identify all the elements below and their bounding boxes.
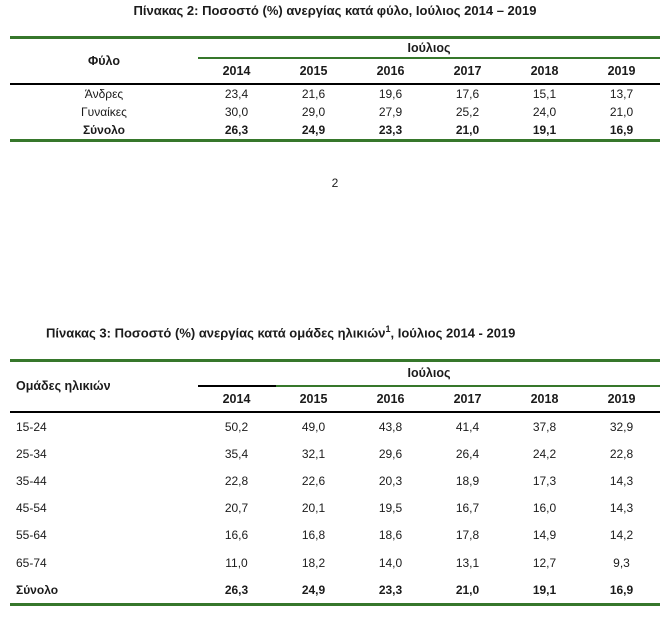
table-body	[10, 85, 660, 139]
value-cell: 9,3	[613, 555, 630, 570]
value-cell: 21,0	[609, 105, 634, 120]
value-cell: 16,9	[609, 122, 634, 137]
value-cell: 13,7	[609, 87, 634, 102]
value-cell: 26,3	[224, 122, 249, 137]
value-cell: 11,0	[225, 555, 248, 570]
value-cell: 49,0	[301, 420, 326, 435]
value-cell: 15,1	[532, 87, 557, 102]
year-header: 2016	[376, 63, 405, 78]
table3-title-main: Πίνακας 3: Ποσοστό (%) ανεργίας κατά ομάδες ηλικιών	[46, 325, 386, 341]
value-cell: 14,0	[378, 555, 403, 570]
value-cell: 50,2	[224, 420, 249, 435]
value-cell: 26,4	[455, 447, 480, 462]
year-header: 2019	[607, 391, 636, 406]
value-cell: 18,6	[378, 528, 403, 543]
gender-column-header: Φύλο	[88, 53, 120, 68]
value-cell: 13,1	[455, 555, 480, 570]
row-label: 15-24	[16, 420, 47, 435]
value-cell: 16,6	[224, 528, 249, 543]
table3-title	[46, 324, 515, 340]
page-number: 2	[331, 176, 339, 190]
value-cell: 19,6	[378, 87, 403, 102]
row-label: Σύνολο	[16, 582, 59, 597]
value-cell: 19,1	[532, 122, 557, 137]
year-header: 2015	[299, 63, 328, 78]
row-label: Γυναίκες	[81, 105, 127, 120]
value-cell: 14,3	[609, 474, 634, 489]
year-header: 2017	[453, 63, 482, 78]
value-cell: 12,7	[532, 555, 557, 570]
table3-title-suffix: , Ιούλιος 2014 - 2019	[390, 325, 516, 341]
value-cell: 30,0	[224, 105, 249, 120]
row-label: Άνδρες	[84, 87, 124, 102]
table-header	[10, 39, 660, 85]
row-label: 45-54	[16, 501, 47, 516]
value-cell: 22,6	[301, 474, 326, 489]
year-header: 2018	[530, 391, 559, 406]
value-cell: 16,8	[301, 528, 326, 543]
value-cell: 26,3	[224, 582, 249, 597]
year-header: 2018	[530, 63, 559, 78]
year-header-row	[198, 387, 660, 411]
value-cell: 19,1	[532, 582, 557, 597]
year-header: 2014	[222, 63, 251, 78]
value-cell: 18,2	[301, 555, 326, 570]
row-label: 65-74	[16, 555, 47, 570]
table-row	[10, 441, 660, 468]
month-header: Ιούλιος	[407, 41, 451, 55]
value-cell: 14,2	[609, 528, 634, 543]
table-row	[10, 468, 660, 495]
age-group-column-header: Ομάδες ηλικιών	[16, 379, 111, 394]
table-row	[10, 86, 660, 104]
year-section	[198, 39, 660, 83]
value-cell: 16,7	[455, 501, 480, 516]
value-cell: 16,0	[532, 501, 557, 516]
value-cell: 14,3	[609, 501, 634, 516]
year-header: 2019	[607, 63, 636, 78]
value-cell: 35,4	[224, 447, 249, 462]
value-cell: 29,0	[301, 105, 326, 120]
value-cell: 20,1	[301, 501, 326, 516]
table-total-row	[10, 121, 660, 139]
table-body	[10, 413, 660, 604]
row-label: 35-44	[16, 474, 47, 489]
table-row	[10, 549, 660, 576]
year-section	[198, 362, 660, 411]
value-cell: 24,2	[532, 447, 557, 462]
value-cell: 18,9	[455, 474, 480, 489]
value-cell: 41,4	[455, 420, 480, 435]
table-total-row	[10, 576, 660, 603]
value-cell: 22,8	[224, 474, 249, 489]
year-header: 2017	[453, 391, 482, 406]
year-header: 2014	[222, 391, 251, 406]
year-header: 2016	[376, 391, 405, 406]
table-row	[10, 522, 660, 549]
value-cell: 21,0	[455, 122, 480, 137]
value-cell: 20,3	[378, 474, 403, 489]
value-cell: 27,9	[378, 105, 403, 120]
table2-title: Πίνακας 2: Ποσοστό (%) ανεργίας κατά φύλο, Ιούλιος 2014 – 2019	[133, 3, 537, 18]
value-cell: 17,3	[532, 474, 557, 489]
year-header-row	[198, 59, 660, 83]
table-row	[10, 495, 660, 522]
table-row	[10, 414, 660, 441]
value-cell: 24,9	[301, 582, 326, 597]
value-cell: 24,0	[532, 105, 557, 120]
value-cell: 14,9	[532, 528, 557, 543]
month-header: Ιούλιος	[407, 366, 451, 380]
footnote-marker: 1	[385, 324, 391, 334]
value-cell: 21,6	[301, 87, 326, 102]
row-label: Σύνολο	[82, 122, 126, 137]
unemployment-by-age-table	[10, 359, 660, 606]
value-cell: 43,8	[378, 420, 403, 435]
value-cell: 29,6	[378, 447, 403, 462]
value-cell: 20,7	[224, 501, 249, 516]
table-row	[10, 103, 660, 121]
value-cell: 23,3	[378, 582, 403, 597]
table-header	[10, 362, 660, 413]
value-cell: 32,9	[609, 420, 634, 435]
value-cell: 23,3	[378, 122, 403, 137]
value-cell: 37,8	[532, 420, 557, 435]
value-cell: 17,6	[455, 87, 480, 102]
year-header: 2015	[299, 391, 328, 406]
value-cell: 21,0	[455, 582, 480, 597]
value-cell: 17,8	[455, 528, 480, 543]
row-label: 55-64	[16, 528, 47, 543]
row-label: 25-34	[16, 447, 47, 462]
value-cell: 25,2	[455, 105, 480, 120]
value-cell: 22,8	[609, 447, 634, 462]
value-cell: 16,9	[609, 582, 634, 597]
value-cell: 32,1	[301, 447, 326, 462]
value-cell: 19,5	[378, 501, 403, 516]
unemployment-by-gender-table	[10, 36, 660, 142]
value-cell: 24,9	[301, 122, 326, 137]
value-cell: 23,4	[224, 87, 249, 102]
